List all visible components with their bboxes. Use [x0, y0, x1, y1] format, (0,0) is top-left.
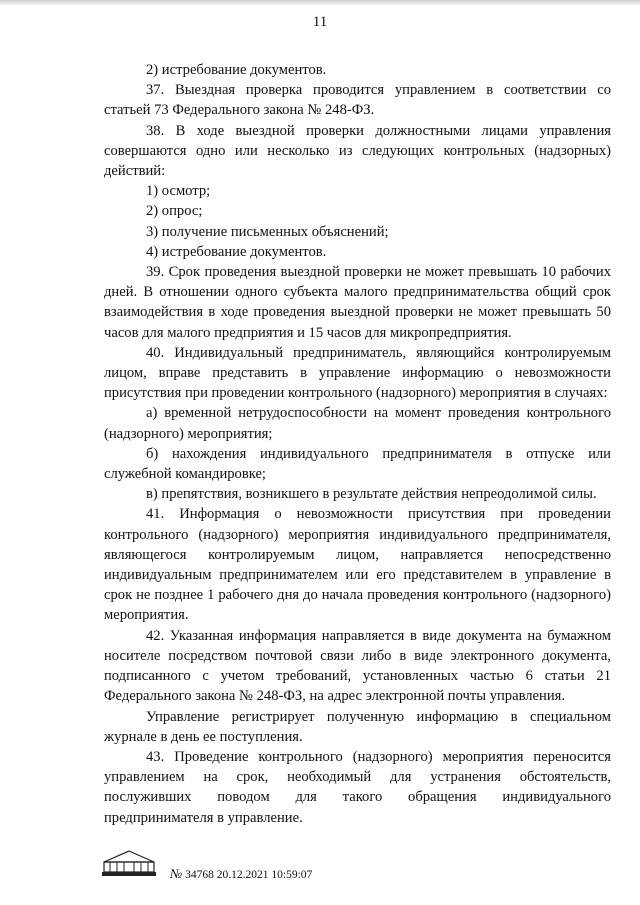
paragraph: 2) истребование документов.: [146, 62, 327, 78]
paragraph: 39. Срок проведения выездной проверки не может превышать 10 рабочих дней. В отношении одного субъекта малого предпринимательства общий срок взаимодействия в ходе проведения выездной проверки не может превышать 50 часов для малого предприятия и 15 часов для микропредприятия.: [104, 264, 611, 341]
paragraph: 40. Индивидуальный предприниматель, являющийся контролируемым лицом, вправе представить в управление информацию о невозможности присутствия при проведении контрольного (надзорного) мероприятия в случаях:: [104, 344, 611, 402]
number-sign: №: [170, 866, 183, 881]
list-item: 4) истребование документов.: [146, 243, 327, 260]
page-number: 11: [312, 14, 328, 30]
paragraph: 41. Информация о невозможности присутствия при проведении контрольного (надзорного) мероприятия индивидуального предпринимателя, являющегося контролируемым лицом, направляется непосредственно индивидуальным предпринимателем или его представителем в управление в срок не позднее 1 рабочего дня до начала проведения контрольного (надзорного) мероприятия.: [104, 506, 611, 624]
registration-text: 34768 20.12.2021 10:59:07: [185, 869, 313, 881]
paragraph: 42. Указанная информация направляется в виде документа на бумажном носителе посредством почтовой связи либо в виде электронного документа, подписанного с учетом требований, установленных частью 6 статьи 21 Федерального закона № 248-ФЗ, на адрес электронной почты управления.: [104, 627, 611, 705]
registry-stamp-icon: [100, 848, 158, 878]
list-item: 3) получение письменных объяснений;: [146, 223, 389, 240]
list-item: 1) осмотр;: [146, 183, 211, 200]
list-item: в) препятствия, возникшего в результате действия непреодолимой силы.: [146, 486, 597, 503]
list-item: 2) опрос;: [146, 203, 203, 220]
footer: [100, 848, 400, 888]
document-body: [104, 60, 611, 828]
paragraph: Управление регистрирует полученную информацию в специальном журнале в день ее поступления.: [104, 708, 611, 745]
paragraph: 43. Проведение контрольного (надзорного) мероприятия переносится управлением на срок, необходимый для устранения обстоятельств, послуживших поводом для такого обращения индивидуального предпринимателя в управление.: [104, 748, 611, 826]
registration-mark: [170, 866, 312, 882]
scan-edge: [0, 0, 640, 6]
list-item: б) нахождения индивидуального предпринимателя в отпуске или служебной командировке;: [104, 445, 611, 483]
paragraph: 37. Выездная проверка проводится управлением в соответствии со статьей 73 Федерального закона № 248-ФЗ.: [104, 82, 611, 119]
paragraph: 38. В ходе выездной проверки должностными лицами управления совершаются одно или несколько из следующих контрольных (надзорных) действий:: [104, 122, 611, 180]
list-item: а) временной нетрудоспособности на момент проведения контрольного (надзорного) мероприятия;: [104, 405, 611, 442]
